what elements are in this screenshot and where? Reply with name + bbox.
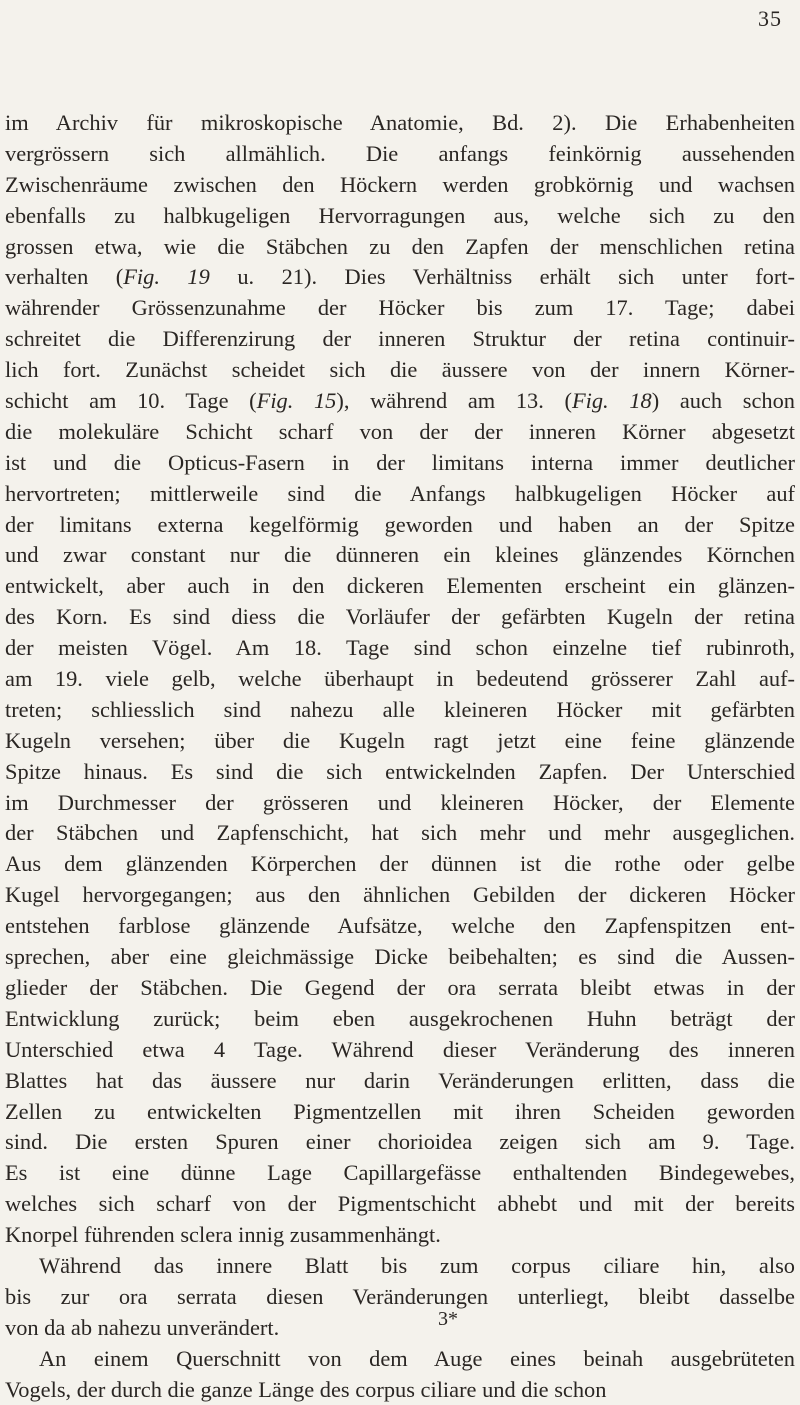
text-line: lich fort. Zunächst scheidet sich die äussere von der innern Körner- — [5, 357, 795, 383]
body-text — [5, 108, 795, 1405]
text-line: entwickelt, aber auch in den dickeren Elementen erscheint ein glänzen- — [5, 573, 795, 599]
text-line: die molekuläre Schicht scharf von der der inneren Körner abgesetzt — [5, 418, 795, 444]
signature-mark: 3* — [438, 1308, 458, 1330]
text-line: vergrössern sich allmählich. Die anfangs feinkörnig aussehenden — [5, 140, 795, 166]
text-line: Kugeln versehen; über die Kugeln ragt jetzt eine feine glänzende — [5, 727, 795, 753]
text-line: hervortreten; mittlerweile sind die Anfangs halbkugeligen Höcker auf — [5, 480, 795, 506]
text-line: treten; schliesslich sind nahezu alle kleineren Höcker mit gefärbten — [5, 696, 795, 722]
page-number: 35 — [758, 6, 782, 31]
text-line: sprechen, aber eine gleichmässige Dicke beibehalten; es sind die Aussen- — [5, 944, 795, 970]
text-line: Zellen zu entwickelten Pigmentzellen mit ihren Scheiden geworden — [5, 1098, 795, 1124]
text-line: Während das innere Blatt bis zum corpus ciliare hin, also — [39, 1252, 795, 1278]
text-line: und zwar constant nur die dünneren ein kleines glänzendes Körnchen — [5, 542, 795, 568]
text-line: schreitet die Differenzirung der inneren Struktur der retina continuir- — [5, 326, 795, 352]
text-line: Unterschied etwa 4 Tage. Während dieser Veränderung des inneren — [5, 1036, 795, 1062]
text-line: im Archiv für mikroskopische Anatomie, Bd. 2). Die Erhabenheiten — [5, 110, 795, 135]
text-line: entstehen farblose glänzende Aufsätze, welche den Zapfenspitzen ent- — [5, 913, 795, 939]
text-line: Aus dem glänzenden Körperchen der dünnen ist die rothe oder gelbe — [5, 851, 795, 877]
text-line: im Durchmesser der grösseren und kleineren Höcker, der Elemente — [5, 789, 795, 815]
text-line: Zwischenräume zwischen den Höckern werden grobkörnig und wachsen — [5, 171, 795, 197]
text-line: bis zur ora serrata diesen Veränderungen unterliegt, bleibt dasselbe — [5, 1283, 795, 1309]
text-line: Blattes hat das äussere nur darin Veränderungen erlitten, dass die — [5, 1067, 795, 1093]
text-line: der meisten Vögel. Am 18. Tage sind schon einzelne tief rubinroth, — [5, 635, 795, 661]
text-line: grossen etwa, wie die Stäbchen zu den Zapfen der menschlichen retina — [5, 233, 795, 259]
text-line: Spitze hinaus. Es sind die sich entwickelnden Zapfen. Der Unterschied — [5, 758, 795, 784]
text-line: ebenfalls zu halbkugeligen Hervorragungen aus, welche sich zu den — [5, 202, 795, 228]
text-line: verhalten (Fig. 19 u. 21). Dies Verhältniss erhält sich unter fort- — [5, 264, 795, 290]
text-line: währender Grössenzunahme der Höcker bis zum 17. Tage; dabei — [5, 295, 795, 321]
text-line: An einem Querschnitt von dem Auge eines beinah ausgebrüteten — [39, 1345, 795, 1371]
text-line: sind. Die ersten Spuren einer chorioidea zeigen sich am 9. Tage. — [5, 1129, 795, 1155]
text-line: glieder der Stäbchen. Die Gegend der ora serrata bleibt etwas in der — [5, 974, 795, 1000]
text-line: Knorpel führenden sclera innig zusammenhängt. — [5, 1222, 441, 1248]
text-line: Vogels, der durch die ganze Länge des corpus ciliare und die schon — [5, 1376, 607, 1402]
text-line: Entwicklung zurück; beim eben ausgekrochenen Huhn beträgt der — [5, 1005, 795, 1031]
text-line: des Korn. Es sind diess die Vorläufer der gefärbten Kugeln der retina — [5, 604, 795, 630]
text-line: der Stäbchen und Zapfenschicht, hat sich mehr und mehr ausgeglichen. — [5, 820, 795, 846]
text-line: welches sich scharf von der Pigmentschicht abhebt und mit der bereits — [5, 1191, 795, 1217]
text-line: Es ist eine dünne Lage Capillargefässe enthaltenden Bindegewebes, — [5, 1160, 795, 1186]
text-line: der limitans externa kegelförmig geworden und haben an der Spitze — [5, 511, 795, 537]
text-line: Kugel hervorgegangen; aus den ähnlichen Gebilden der dickeren Höcker — [5, 882, 795, 908]
text-line: ist und die Opticus-Fasern in der limitans interna immer deutlicher — [5, 449, 795, 475]
text-line: von da ab nahezu unverändert. — [5, 1314, 280, 1340]
text-line: am 19. viele gelb, welche überhaupt in bedeutend grösserer Zahl auf- — [5, 666, 795, 692]
text-line: schicht am 10. Tage (Fig. 15), während am 13. (Fig. 18) auch schon — [5, 388, 795, 414]
